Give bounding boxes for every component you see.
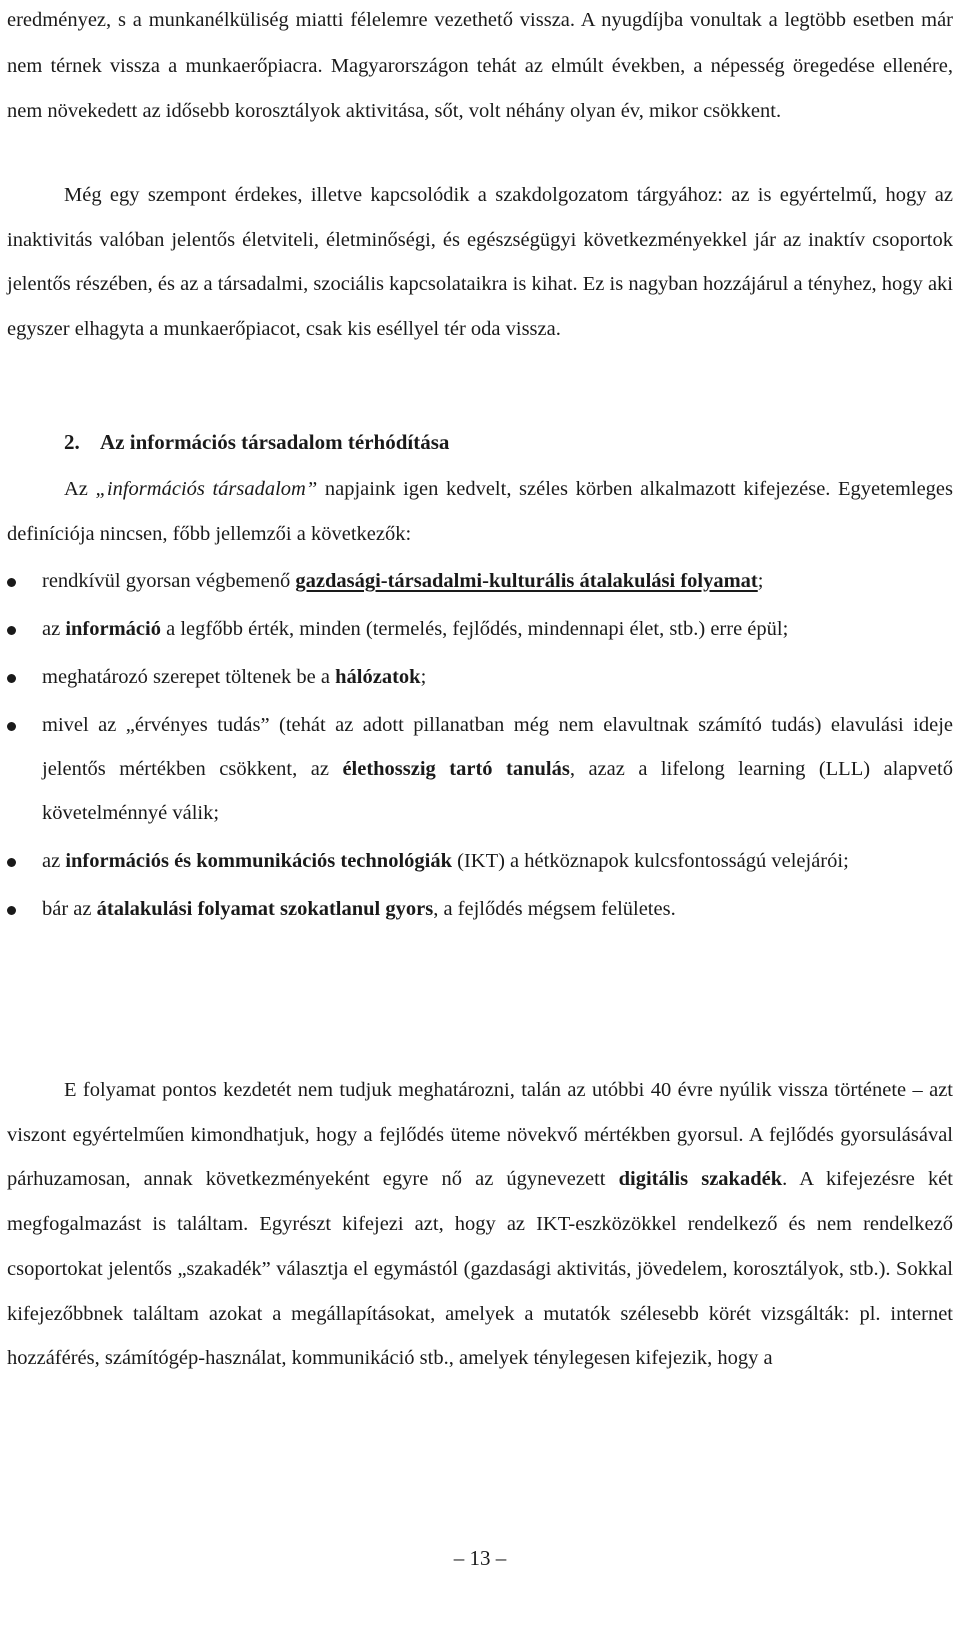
paragraph-emphasis: digitális szakadék <box>618 1168 783 1191</box>
section-title: Az információs társadalom térhódítása <box>100 430 450 454</box>
paragraph-digital-divide <box>7 1068 953 1381</box>
bullet-icon <box>7 722 16 731</box>
section-heading <box>64 420 449 464</box>
list-item-emphasis: átalakulási folyamat szokatlanul gyors <box>96 898 434 920</box>
list-item <box>7 559 953 603</box>
list-item-text: meghatározó szerepet töltenek be a <box>42 666 336 688</box>
list-item-emphasis: hálózatok <box>335 666 421 688</box>
characteristics-list <box>7 559 953 935</box>
paragraph-text-end: . A kifejezésre két megfogalmazást is találtam. Egyrészt kifejezi azt, hogy az IKT-eszközökkel rendelkező és nem rendelkező csoportokat jelentős „szakadék” választja el egymástól (gazdasági aktivitás, jövedelem, korosztályok, stb.). Sokkal kifejezőbbnek találtam azokat a megállapításokat, amelyek a mutatók szélesebb körét vizsgálták: pl. internet hozzáférés, számítógép-használat, kommunikáció stb., amelyek ténylegesen kifejezik, hogy a <box>7 1168 953 1370</box>
list-item <box>7 887 953 931</box>
list-item <box>7 703 953 835</box>
bullet-icon <box>7 578 16 587</box>
bullet-icon <box>7 674 16 683</box>
list-item <box>7 839 953 883</box>
list-item-text: az <box>42 618 66 640</box>
intro-italic-term: „információs társadalom” <box>95 478 318 500</box>
list-item-text-end: a legfőbb érték, minden (termelés, fejlődés, mindennapi élet, stb.) erre épül; <box>160 618 789 640</box>
list-item-emphasis: élethosszig tartó tanulás <box>342 758 570 780</box>
list-item <box>7 607 953 651</box>
list-item-text: mivel az „érvényes tudás” (tehát az adott pillanatban még nem elavultnak számító tudás) elavulási ideje jelentős mértékben csökkent, az <box>42 714 953 780</box>
list-item-text-end: ; <box>420 666 427 688</box>
intro-text-before: Az <box>64 478 96 500</box>
paragraph-text: E folyamat pontos kezdetét nem tudjuk meghatározni, talán az utóbbi 40 évre nyúlik vissza története – azt viszont egyértelműen kimondhatjuk, hogy a fejlődés üteme növekvő mértékben gyorsul. A fejlődés gyorsulásával párhuzamosan, annak következményeként egyre nő az úgynevezett <box>7 1079 953 1191</box>
list-item <box>7 655 953 699</box>
bullet-icon <box>7 906 16 915</box>
paragraph-information-society-intro <box>7 467 953 557</box>
paragraph-inactivity-consequences: Még egy szempont érdekes, illetve kapcsolódik a szakdolgozatom tárgyához: az is egyértelmű, hogy az inaktivitás valóban jelentős életviteli, életminőségi, és egészségügyi következményekkel jár az inaktív csoportok jelentős részében, és az a társadalmi, szociális kapcsolataikra is kihat. Ez is nagyban hozzájárul a tényhez, hogy aki egyszer elhagyta a munkaerőpiacot, csak kis eséllyel tér oda vissza. <box>7 184 953 340</box>
list-item-text-end: , a fejlődés mégsem felületes. <box>433 898 676 920</box>
section-number: 2. <box>64 430 80 454</box>
list-item-text: rendkívül gyorsan végbemenő <box>42 570 296 592</box>
list-item-text: az <box>42 850 66 872</box>
paragraph-continuation: eredményez, s a munkanélküliség miatti félelemre vezethető vissza. A nyugdíjba vonultak a legtöbb esetben már nem térnek vissza a munkaerőpiacra. Magyarországon tehát az elmúlt években, a népesség öregedése ellenére, nem növekedett az idősebb korosztályok aktivitása, sőt, volt néhány olyan év, mikor csökkent. <box>7 9 953 123</box>
list-item-emphasis: információs és kommunikációs technológiák <box>65 850 452 872</box>
page-number: – 13 – <box>453 1546 507 1570</box>
list-item-emphasis: információ <box>65 618 161 640</box>
list-item-text-end: (IKT) a hétköznapok kulcsfontosságú velejárói; <box>452 850 849 872</box>
list-item-text: bár az <box>42 898 97 920</box>
intro-text-after: napjaink igen kedvelt, széles körben alkalmazott kifejezése. Egyetemleges definíciója nincsen, főbb jellemzői a következők: <box>7 478 953 545</box>
list-item-text-end: ; <box>757 570 764 592</box>
bullet-icon <box>7 626 16 635</box>
bullet-icon <box>7 858 16 867</box>
list-item-text-end: , azaz a lifelong learning (LLL) alapvető követelménnyé válik; <box>42 758 953 824</box>
list-item-emphasis: gazdasági-társadalmi-kulturális átalakulási folyamat <box>295 570 758 592</box>
